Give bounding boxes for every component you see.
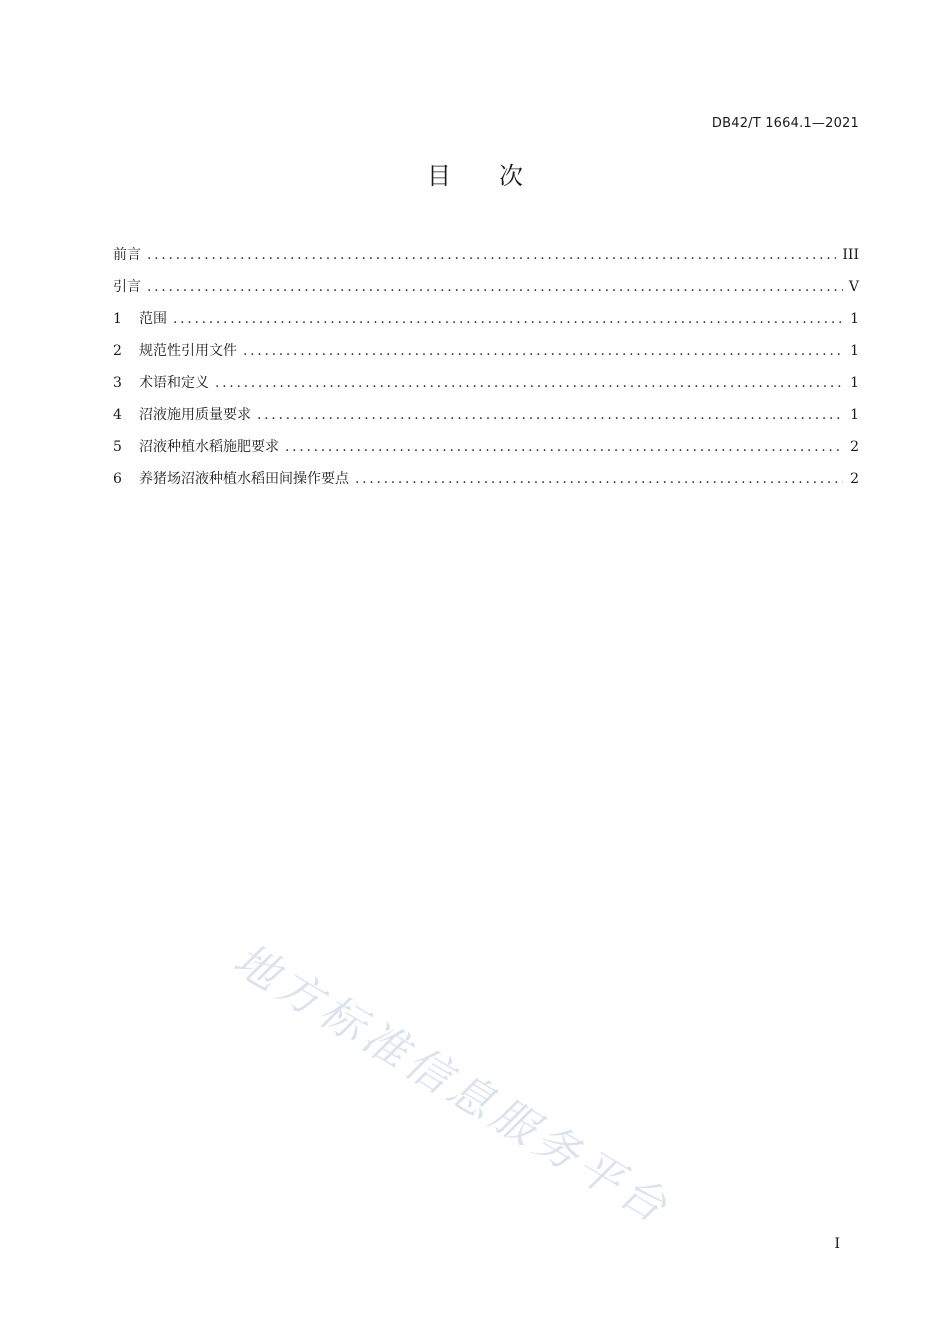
toc-entry-quality-requirements[interactable] <box>113 404 859 436</box>
toc-entry-introduction[interactable] <box>113 276 859 308</box>
toc-entry-page: III <box>842 247 859 263</box>
toc-leader-dots <box>285 439 843 455</box>
toc-leader-dots <box>173 311 843 327</box>
toc-entry-label: 术语和定义 <box>139 375 209 391</box>
toc-entry-label: 规范性引用文件 <box>139 343 237 359</box>
watermark: 地方标准信息服务平台 <box>224 933 680 1236</box>
toc-entry-field-operation-points[interactable] <box>113 468 859 500</box>
toc-entry-normative-references[interactable] <box>113 340 859 372</box>
toc-leader-dots <box>147 279 843 295</box>
toc-entry-number: 4 <box>113 407 122 423</box>
toc-leader-dots <box>147 247 836 263</box>
toc-entry-number: 5 <box>113 439 122 455</box>
toc-entry-page: 1 <box>850 311 859 327</box>
toc-entry-page: 1 <box>850 375 859 391</box>
toc-entry-label: 养猪场沼液种植水稻田间操作要点 <box>139 471 349 487</box>
toc-entry-page: 1 <box>850 343 859 359</box>
toc-entry-page: 2 <box>850 439 859 455</box>
toc-entry-page: 2 <box>850 471 859 487</box>
toc-entry-label: 沼液施用质量要求 <box>139 407 251 423</box>
toc-entry-page: V <box>848 279 859 295</box>
toc-entry-page: 1 <box>850 407 859 423</box>
toc-entry-scope[interactable] <box>113 308 859 340</box>
toc-leader-dots <box>243 343 843 359</box>
toc-entry-terms-definitions[interactable] <box>113 372 859 404</box>
toc-entry-number: 6 <box>113 471 122 487</box>
table-of-contents <box>113 244 859 500</box>
toc-entry-fertilization-requirements[interactable] <box>113 436 859 468</box>
toc-entry-number: 1 <box>113 311 122 327</box>
toc-leader-dots <box>257 407 843 423</box>
toc-entry-number: 2 <box>113 343 122 359</box>
toc-entry-number: 3 <box>113 375 122 391</box>
toc-entry-label: 沼液种植水稻施肥要求 <box>139 439 279 455</box>
page-title: 目次 <box>427 162 571 190</box>
toc-entry-label: 引言 <box>113 279 141 295</box>
toc-entry-label: 范围 <box>139 311 167 327</box>
toc-entry-foreword[interactable] <box>113 244 859 276</box>
toc-leader-dots <box>215 375 843 391</box>
standard-code: DB42/T 1664.1—2021 <box>711 116 859 131</box>
toc-leader-dots <box>355 471 843 487</box>
toc-entry-label: 前言 <box>113 247 141 263</box>
page-number: I <box>834 1236 840 1252</box>
